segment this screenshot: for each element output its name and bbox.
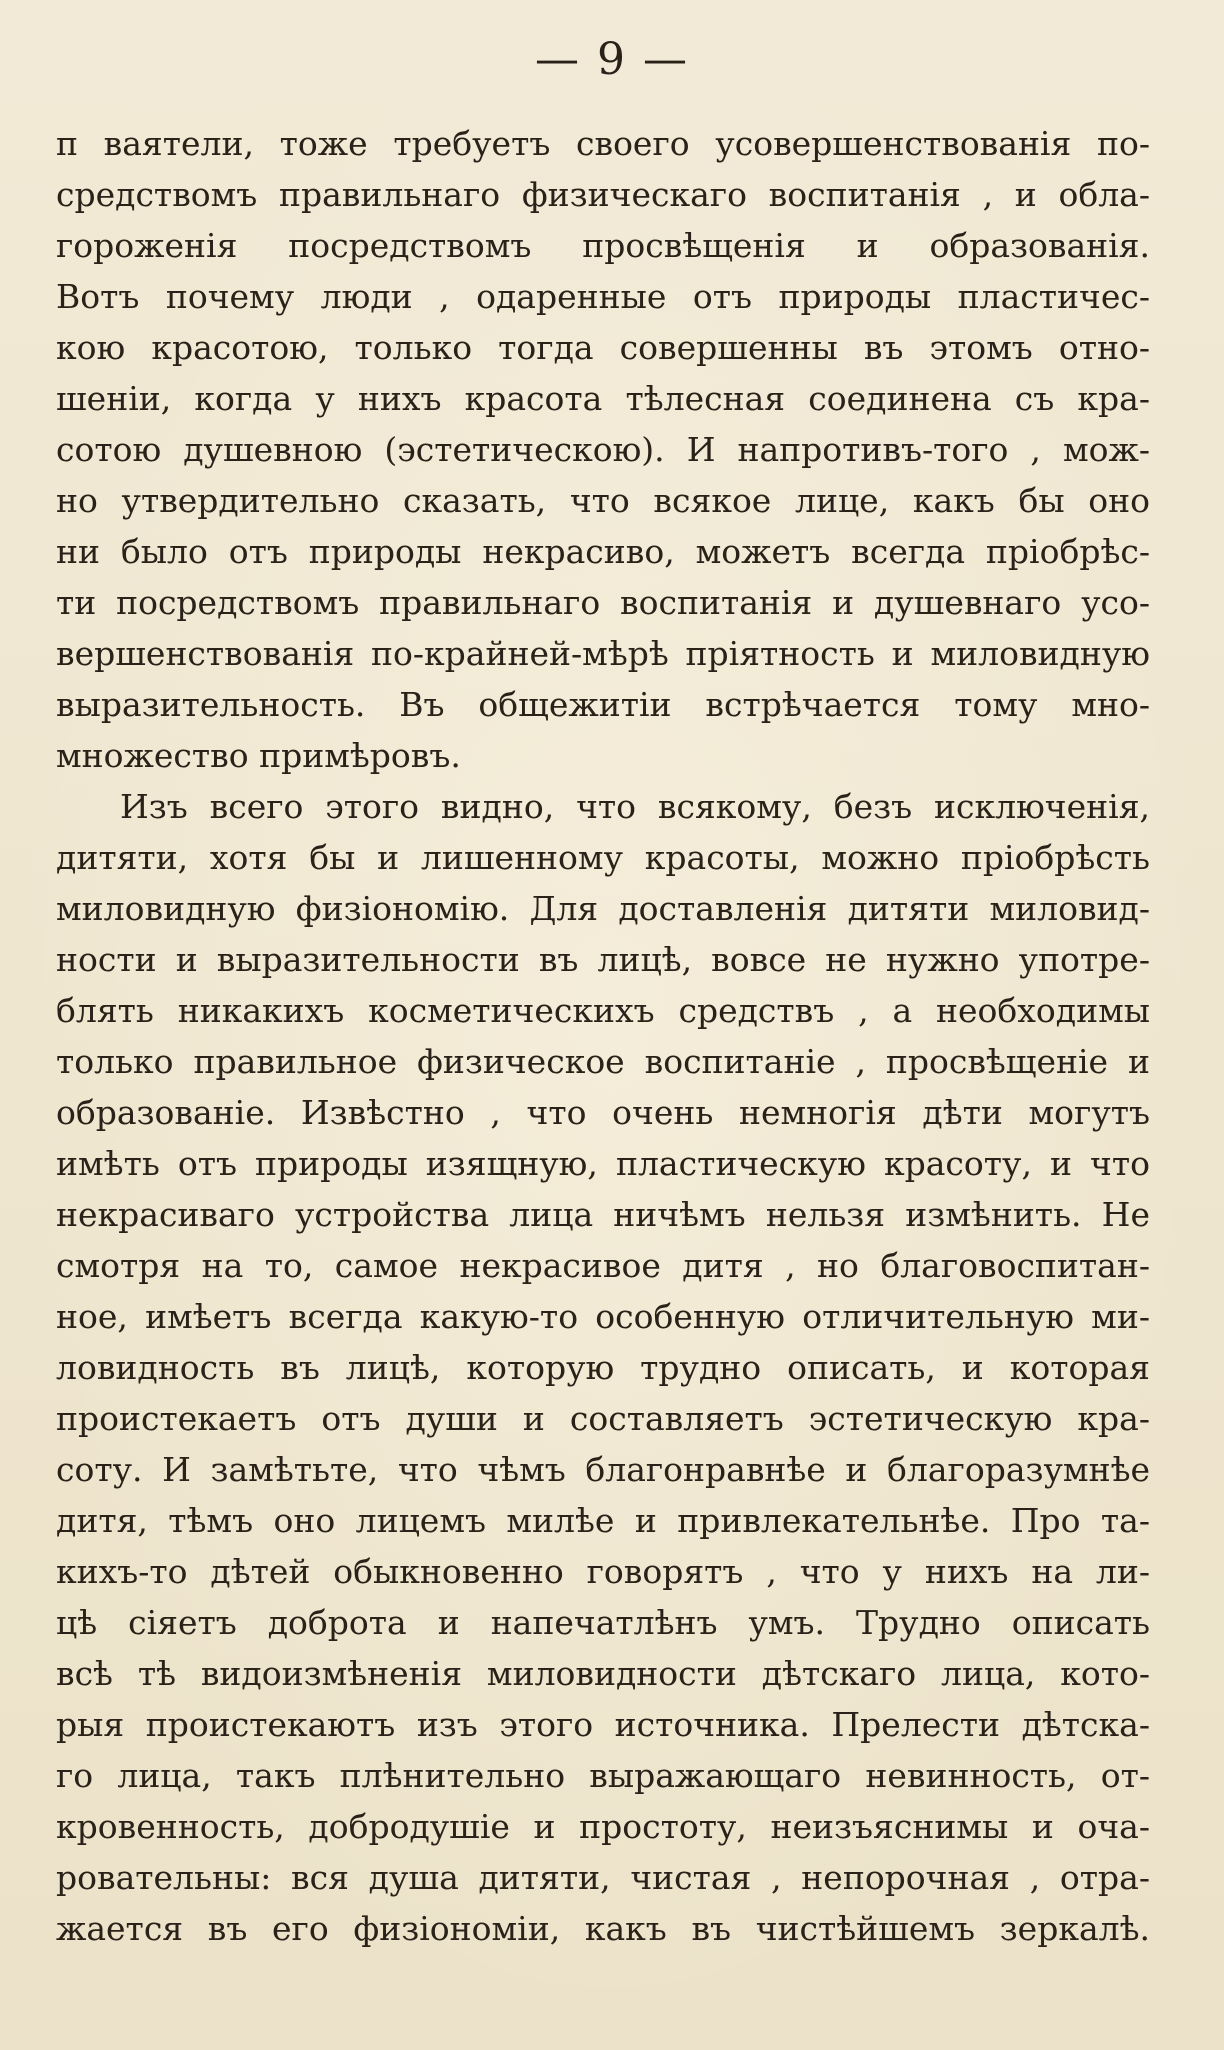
- text-line: выразительность. Въ общежитіи встрѣчается тому мно-: [56, 685, 1150, 724]
- text-line: Вотъ почему люди , одаренные отъ природы пластичес-: [56, 277, 1150, 316]
- text-line: некрасиваго устройства лица ничѣмъ нельзя измѣнить. Не: [56, 1195, 1150, 1234]
- body-text: [56, 118, 1150, 1954]
- text-line: ное, имѣетъ всегда какую-то особенную отличительную ми-: [56, 1297, 1150, 1336]
- text-line: ловидность въ лицѣ, которую трудно описать, и которая: [56, 1348, 1150, 1387]
- text-line: ти посредствомъ правильнаго воспитанія и душевнаго усо-: [56, 583, 1150, 622]
- paragraph-end-line: множество примѣровъ.: [56, 736, 461, 775]
- text-line: дитяти, хотя бы и лишенному красоты, можно пріобрѣсть: [56, 838, 1150, 877]
- text-line: средствомъ правильнаго физическаго воспитанія , и обла-: [56, 175, 1150, 214]
- text-line: всѣ тѣ видоизмѣненія миловидности дѣтскаго лица, кото-: [56, 1654, 1150, 1693]
- paragraph-start-line: Изъ всего этого видно, что всякому, безъ исключенія,: [120, 787, 1150, 826]
- text-line: дитя, тѣмъ оно лицемъ милѣе и привлекательнѣе. Про та-: [56, 1501, 1150, 1540]
- text-line: п ваятели, тоже требуетъ своего усовершенствованія по-: [56, 124, 1150, 163]
- text-line: вершенствованія по-крайней-мѣрѣ пріятность и миловидную: [56, 634, 1150, 673]
- text-line: шеніи, когда у нихъ красота тѣлесная соединена съ кра-: [56, 379, 1150, 418]
- text-line: но утвердительно сказать, что всякое лице, какъ бы оно: [56, 481, 1150, 520]
- text-line: смотря на то, самое некрасивое дитя , но благовоспитан-: [56, 1246, 1150, 1285]
- text-line: кихъ-то дѣтей обыкновенно говорятъ , что у нихъ на ли-: [56, 1552, 1150, 1591]
- text-line: ности и выразительности въ лицѣ, вовсе не нужно употре-: [56, 940, 1150, 979]
- text-line: имѣть отъ природы изящную, пластическую красоту, и что: [56, 1144, 1150, 1183]
- text-line: ни было отъ природы некрасиво, можетъ всегда пріобрѣс-: [56, 532, 1150, 571]
- text-line: ровательны: вся душа дитяти, чистая , непорочная , отра-: [56, 1858, 1150, 1897]
- text-line: соту. И замѣтьте, что чѣмъ благонравнѣе и благоразумнѣе: [56, 1450, 1150, 1489]
- text-line: жается въ его физіономіи, какъ въ чистѣйшемъ зеркалѣ.: [56, 1909, 1150, 1948]
- page-number: — 9 —: [535, 34, 689, 85]
- text-line: цѣ сіяетъ доброта и напечатлѣнъ умъ. Трудно описать: [56, 1603, 1150, 1642]
- text-line: только правильное физическое воспитаніе , просвѣщеніе и: [56, 1042, 1150, 1081]
- text-line: гороженія посредствомъ просвѣщенія и образованія.: [56, 226, 1150, 265]
- text-line: проистекаетъ отъ души и составляетъ эстетическую кра-: [56, 1399, 1150, 1438]
- text-line: сотою душевною (эстетическою). И напротивъ-того , мож-: [56, 430, 1150, 469]
- text-line: го лица, такъ плѣнительно выражающаго невинность, от-: [56, 1756, 1150, 1795]
- text-line: блять никакихъ косметическихъ средствъ , а необходимы: [56, 991, 1150, 1030]
- text-line: миловидную физіономію. Для доставленія дитяти миловид-: [56, 889, 1150, 928]
- text-line: кою красотою, только тогда совершенны въ этомъ отно-: [56, 328, 1150, 367]
- text-line: рыя проистекаютъ изъ этого источника. Прелести дѣтска-: [56, 1705, 1150, 1744]
- text-line: образованіе. Извѣстно , что очень немногія дѣти могутъ: [56, 1093, 1150, 1132]
- text-line: кровенность, добродушіе и простоту, неизъяснимы и оча-: [56, 1807, 1150, 1846]
